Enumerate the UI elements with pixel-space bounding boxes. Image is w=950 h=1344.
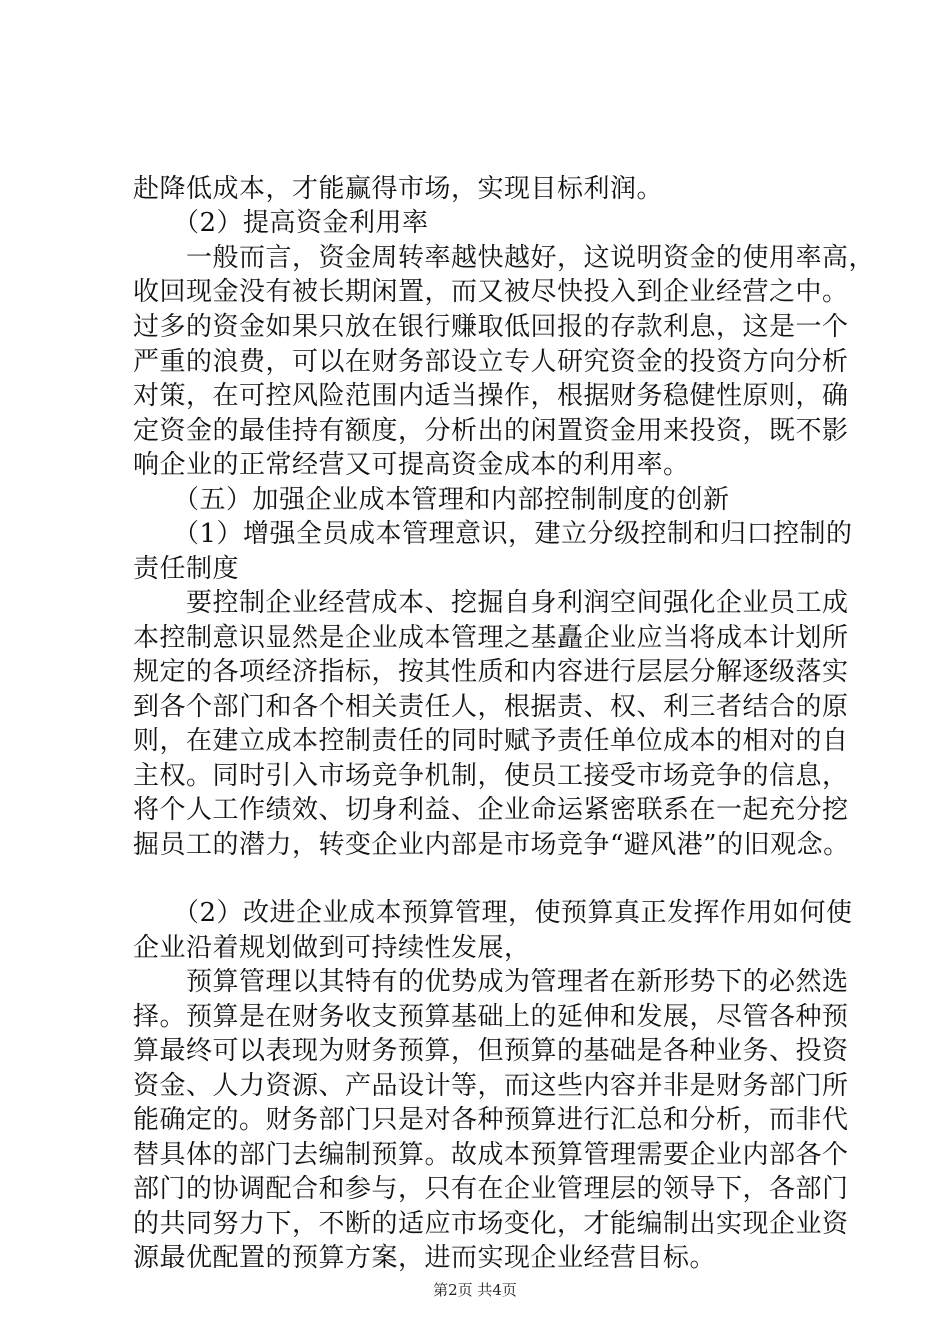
- text-line: 替具体的部门去编制预算。故成本预算管理需要企业内部各个: [133, 1140, 849, 1170]
- text-line: 响企业的正常经营又可提高资金成本的利用率。: [133, 450, 690, 480]
- text-line: 要控制企业经营成本、挖掘自身利润空间强化企业员工成: [133, 588, 849, 618]
- text-line: 收回现金没有被长期闲置，而又被尽快投入到企业经营之中。: [133, 277, 849, 307]
- text-line: 责任制度: [133, 554, 240, 584]
- text-line: 将个人工作绩效、切身利益、企业命运紧密联系在一起充分挖: [133, 795, 849, 825]
- text-line: 对策，在可控风险范围内适当操作，根据财务稳健性原则，确: [133, 381, 849, 411]
- text-line: 过多的资金如果只放在银行赚取低回报的存款利息，这是一个: [133, 312, 849, 342]
- text-line: 严重的浪费，可以在财务部设立专人研究资金的投资方向分析: [133, 347, 849, 377]
- text-line: 则，在建立成本控制责任的同时赋予责任单位成本的相对的自: [133, 726, 849, 756]
- subheading-line: （2）提高资金利用率: [133, 208, 429, 238]
- text-line: 企业沿着规划做到可持续性发展，: [133, 933, 531, 963]
- subheading-line: （2）改进企业成本预算管理，使预算真正发挥作用如何使: [133, 898, 853, 928]
- text-line: 规定的各项经济指标，按其性质和内容进行层层分解逐级落实: [133, 657, 849, 687]
- text-line: 到各个部门和各个相关责任人，根据责、权、利三者结合的原: [133, 692, 849, 722]
- text-line: 择。预算是在财务收支预算基础上的延伸和发展，尽管各种预: [133, 1002, 849, 1032]
- text-line: 算最终可以表现为财务预算，但预算的基础是各种业务、投资: [133, 1036, 849, 1066]
- text-line: 的共同努力下，不断的适应市场变化，才能编制出实现企业资: [133, 1209, 849, 1239]
- text-line: 一般而言，资金周转率越快越好，这说明资金的使用率高，: [133, 243, 876, 273]
- section-heading-line: （五）加强企业成本管理和内部控制制度的创新: [133, 485, 730, 515]
- text-line: 部门的协调配合和参与，只有在企业管理层的领导下，各部门: [133, 1174, 849, 1204]
- text-line: 主权。同时引入市场竞争机制，使员工接受市场竞争的信息，: [133, 761, 849, 791]
- text-line: 定资金的最佳持有额度，分析出的闲置资金用来投资，既不影: [133, 416, 849, 446]
- text-line: 源最优配置的预算方案，进而实现企业经营目标。: [133, 1243, 717, 1273]
- text-line: 本控制意识显然是企业成本管理之基矗企业应当将成本计划所: [133, 623, 849, 653]
- text-line: 掘员工的潜力，转变企业内部是市场竞争“避风港”的旧观念。: [133, 830, 850, 860]
- text-line: 赴降低成本，才能赢得市场，实现目标利润。: [133, 174, 664, 204]
- page-number-footer: 第2页 共4页: [433, 1281, 517, 1299]
- text-line: 资金、人力资源、产品设计等，而这些内容并非是财务部门所: [133, 1071, 849, 1101]
- text-line: 能确定的。财务部门只是对各种预算进行汇总和分析，而非代: [133, 1105, 849, 1135]
- text-line: 预算管理以其特有的优势成为管理者在新形势下的必然选: [133, 967, 849, 997]
- subheading-line: （1）增强全员成本管理意识，建立分级控制和归口控制的: [133, 519, 853, 549]
